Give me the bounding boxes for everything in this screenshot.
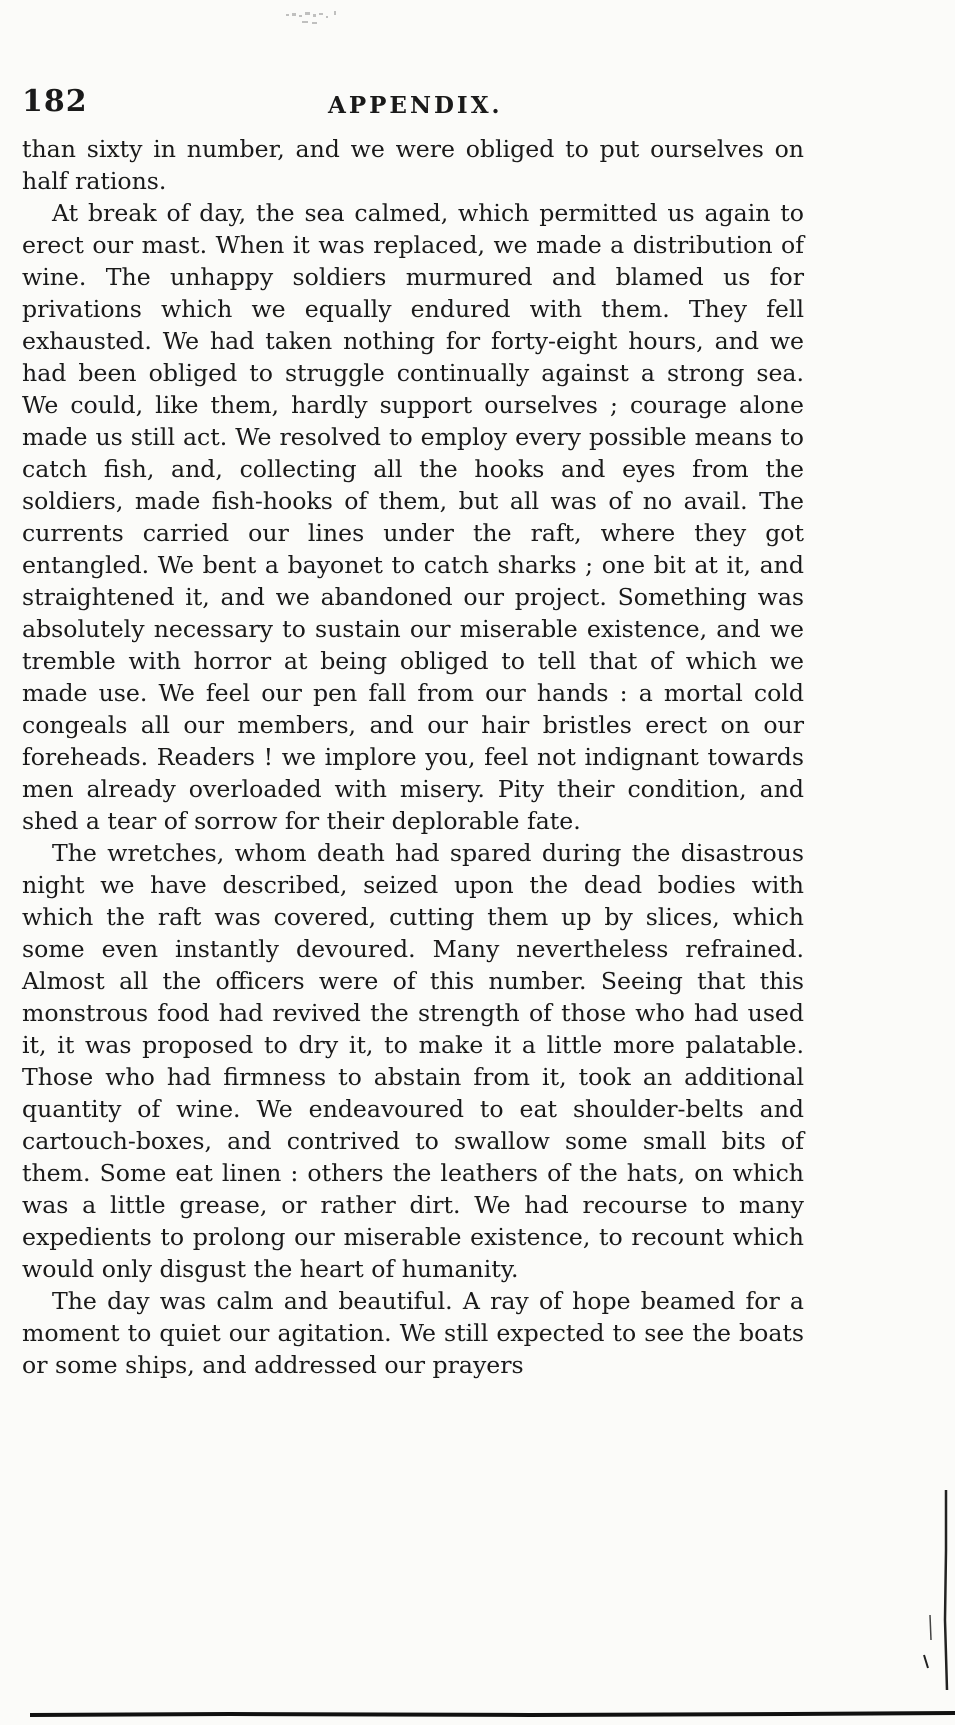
paragraph: The wretches, whom death had spared during the disastrous night we have described, seized upon the dead bodies with which the raft was covered, cutting them up by slices, which some even instantly devoured. Many nevertheless refrained. Almost all the officers were of this number. Seeing that this monstrous food had revived the strength of those who had used it, it was proposed to dry it, to make it a little more palatable. Those who had firmness to abstain from it, took an additional quantity of wine. We endeavoured to eat shoulder-belts and cartouch-boxes, and contrived to swallow some small bits of them. Some eat linen : others the leathers of the hats, on which was a little grease, or rather dirt. We had recourse to many expedients to prolong our miserable existence, to recount which would only disgust the heart of humanity.: [22, 839, 804, 1283]
paragraph: At break of day, the sea calmed, which permitted us again to erect our mast. When it was replaced, we made a distribution of wine. The unhappy soldiers murmured and blamed us for privations which we equally endured with them. They fell exhausted. We had taken nothing for forty-eight hours, and we had been obliged to struggle continually against a strong sea. We could, like them, hardly support ourselves ; courage alone made us still act. We resolved to employ every possible means to catch fish, and, collecting all the hooks and eyes from the soldiers, made fish-hooks of them, but all was of no avail. The currents carried our lines under the raft, where they got entangled. We bent a bayonet to catch sharks ; one bit at it, and straightened it, and we abandoned our project. Something was absolutely necessary to sustain our miserable existence, and we tremble with horror at being obliged to tell that of which we made use. We feel our pen fall from our hands : a mortal cold congeals all our members, and our hair bristles erect on our foreheads. Readers ! we implore you, feel not indignant towards men already overloaded with misery. Pity their condition, and shed a tear of sorrow for their deplorable fate.: [22, 199, 804, 835]
bottom-edge-rule: [30, 1710, 955, 1718]
running-head: APPENDIX.: [328, 92, 503, 119]
paragraph-continuation: than sixty in number, and we were obliged to put ourselves on half rations.: [22, 135, 804, 195]
print-smudge: [282, 8, 346, 30]
page-header: [22, 84, 802, 124]
page-edge-mark: [922, 1490, 952, 1700]
page-number: 182: [22, 84, 88, 119]
body-text: [22, 133, 804, 1381]
paragraph: The day was calm and beautiful. A ray of hope beamed for a moment to quiet our agitation. We still expected to see the boats or some ships, and addressed our prayers: [22, 1287, 804, 1379]
